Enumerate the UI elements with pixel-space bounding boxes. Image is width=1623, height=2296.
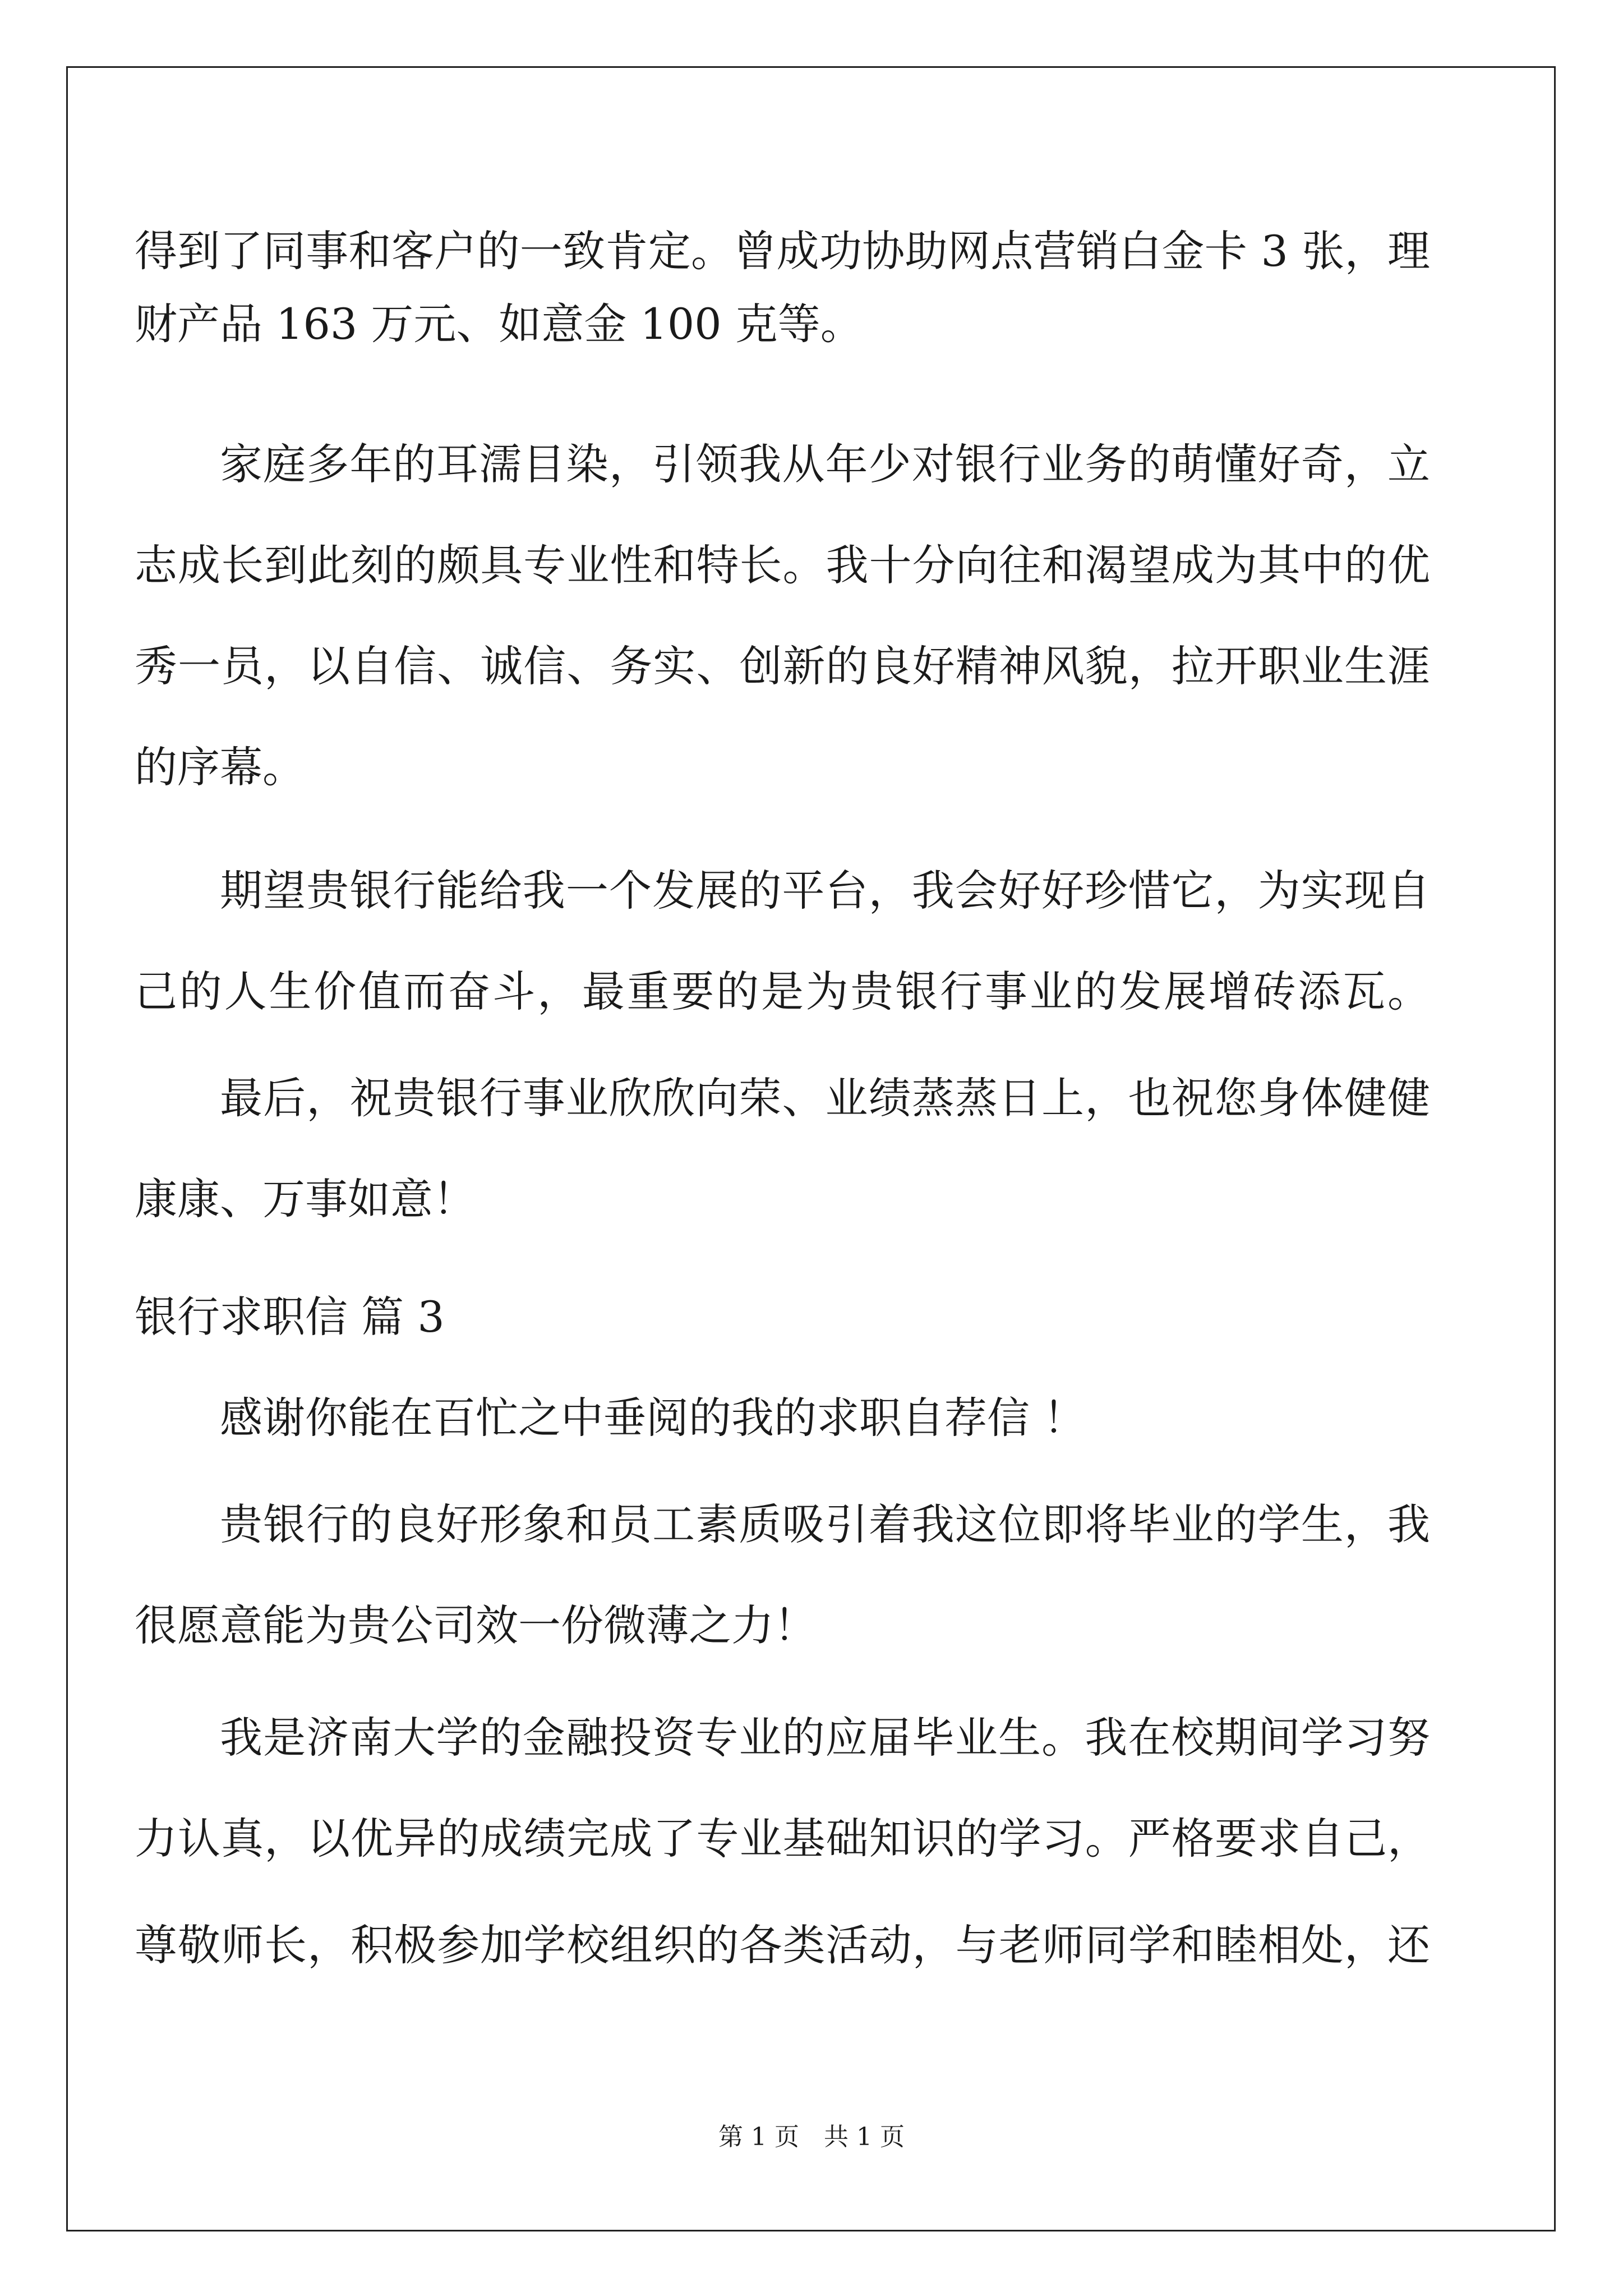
text-line: 家庭多年的耳濡目染，引领我从年少对银行业务的萌懂好奇，立: [220, 439, 1430, 489]
text-line: 己的人生价值而奋斗，最重要的是为贵银行事业的发展增砖添瓦。: [135, 967, 1430, 1016]
text-line: 尊敬师长，积极参加学校组织的各类活动，与老师同学和睦相处，还: [135, 1920, 1430, 1970]
page-border: [66, 66, 1556, 2231]
text-line: 贵银行的良好形象和员工素质吸引着我这位即将毕业的学生，我: [220, 1499, 1430, 1549]
text-line: 财产品 163 万元、如意金 100 克等。: [135, 299, 863, 349]
text-line: 我是济南大学的金融投资专业的应届毕业生。我在校期间学习努: [220, 1713, 1430, 1763]
page-number: 第 1 页: [718, 2123, 799, 2151]
section-heading: 银行求职信 篇 3: [135, 1292, 445, 1342]
text-line: 很愿意能为贵公司效一份微薄之力！: [135, 1600, 817, 1650]
text-line: 感谢你能在百忙之中垂阅的我的求职自荐信 ！: [220, 1393, 1086, 1443]
text-line: 力认真，以优异的成绩完成了专业基础知识的学习。严格要求自己，: [135, 1814, 1430, 1864]
text-line: 得到了同事和客户的一致肯定。曾成功协助网点营销白金卡 3 张，理: [135, 226, 1430, 276]
page-total: 共 1 页: [824, 2123, 905, 2151]
text-line: 最后，祝贵银行事业欣欣向荣、业绩蒸蒸日上，也祝您身体健健: [220, 1073, 1430, 1123]
page-footer: [0, 2120, 1623, 2154]
text-line: 康康、万事如意！: [135, 1174, 476, 1224]
text-line: 期望贵银行能给我一个发展的平台，我会好好珍惜它，为实现自: [220, 866, 1430, 915]
text-line: 秀一员，以自信、诚信、务实、创新的良好精神风貌，拉开职业生涯: [135, 641, 1430, 691]
text-line: 的序幕。: [135, 742, 305, 792]
text-line: 志成长到此刻的颇具专业性和特长。我十分向往和渴望成为其中的优: [135, 540, 1430, 590]
